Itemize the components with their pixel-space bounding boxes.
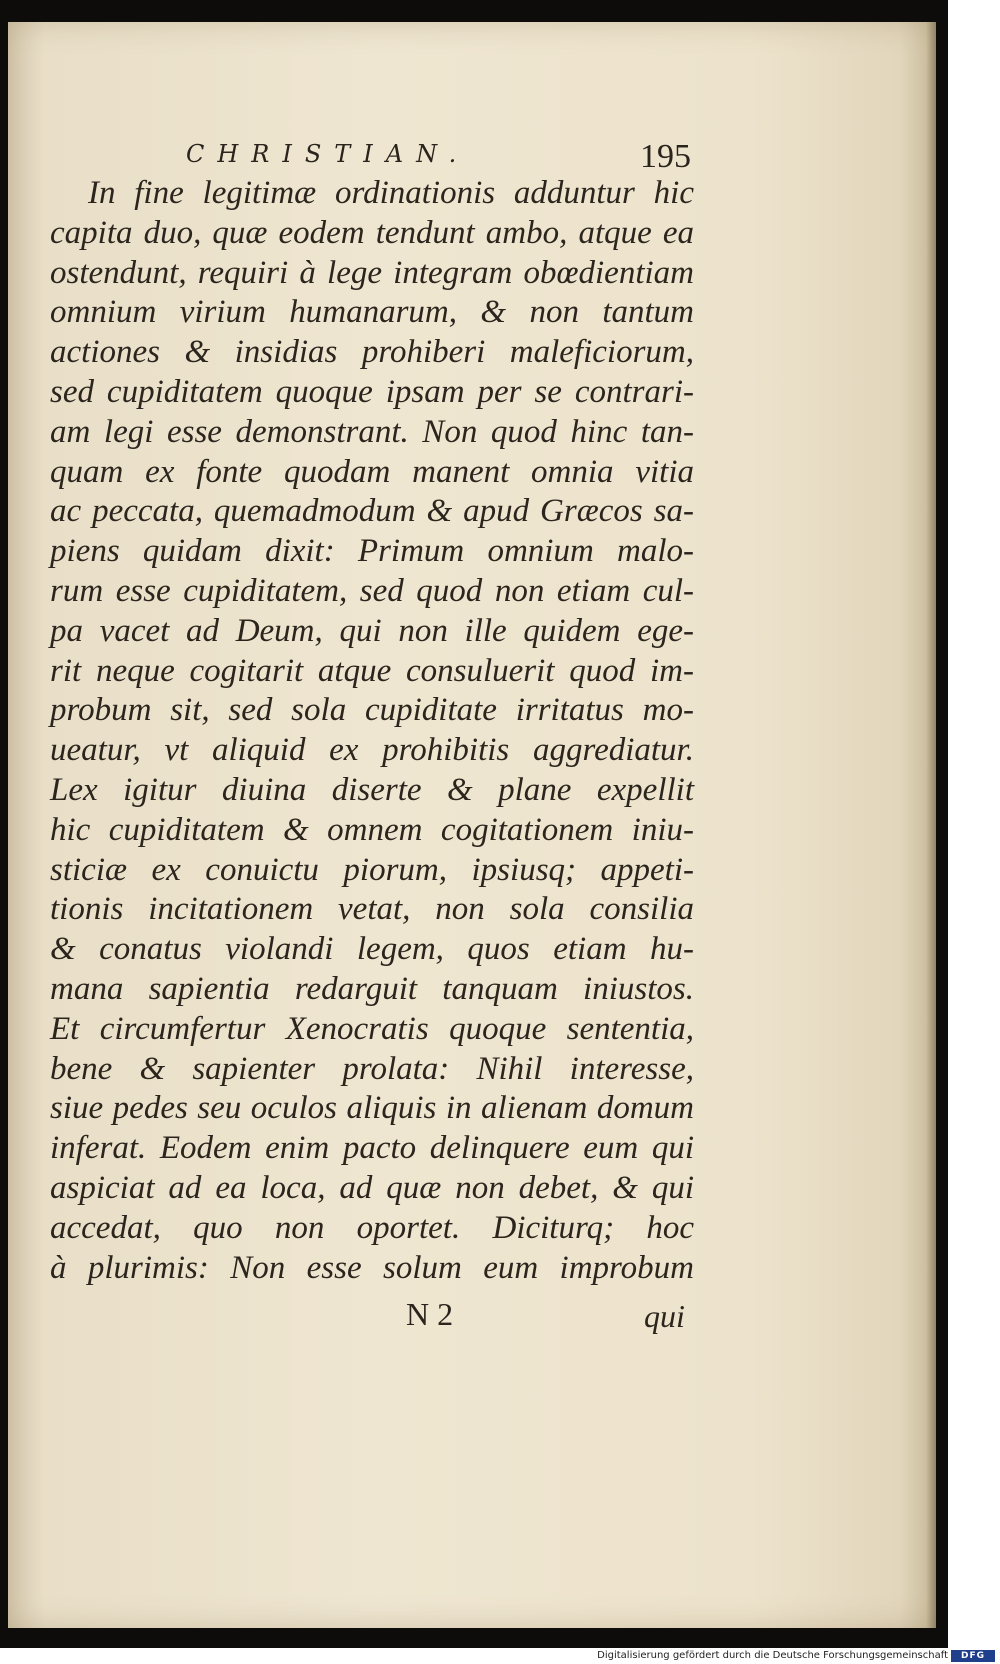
text-line: Et circumfertur Xenocratis quoque sententia,	[50, 1010, 694, 1047]
text-line: quam ex fonte quodam manent omnia vitia	[50, 453, 694, 490]
text-line: siue pedes seu oculos aliquis in alienam domum	[50, 1090, 694, 1127]
text-line: pa vacet ad Deum, qui non ille quidem ege-	[50, 612, 694, 649]
book-page	[8, 22, 936, 1628]
text-line: rit neque cogitarit atque consuluerit quod im-	[50, 652, 694, 689]
body-text	[50, 174, 694, 1288]
text-line: inferat. Eodem enim pacto delinquere eum qui	[50, 1130, 694, 1167]
text-line: ac peccata, quemadmodum & apud Græcos sa-	[50, 493, 694, 530]
text-line: In fine legitimæ ordinationis adduntur hic	[88, 175, 694, 211]
dfg-logo: DFG	[951, 1650, 995, 1662]
signature-mark: N 2	[406, 1296, 454, 1332]
text-line: rum esse cupiditatem, sed quod non etiam cul-	[50, 572, 694, 609]
text-line: & conatus violandi legem, quos etiam hu-	[50, 931, 694, 968]
text-line: piens quidam dixit: Primum omnium malo-	[50, 533, 694, 570]
text-line: mana sapientia redarguit tanquam iniustos.	[50, 970, 694, 1007]
text-line: omnium virium humanarum, & non tantum	[50, 294, 694, 331]
text-line: Lex igitur diuina diserte & plane expellit	[50, 771, 694, 808]
catchword: qui	[644, 1298, 685, 1334]
text-line: sticiæ ex conuictu piorum, ipsiusq; appeti-	[50, 851, 694, 888]
text-line: capita duo, quæ eodem tendunt ambo, atque ea	[50, 214, 694, 251]
text-line: ostendunt, requiri à lege integram obœdientiam	[50, 254, 694, 291]
text-line: sed cupiditatem quoque ipsam per se contrari-	[50, 373, 694, 410]
text-line: ueatur, vt aliquid ex prohibitis aggrediatur.	[50, 732, 694, 769]
text-line: aspiciat ad ea loca, ad quæ non debet, & qui	[50, 1169, 694, 1206]
text-line: actiones & insidias prohiberi maleficiorum,	[50, 334, 694, 371]
text-line: à plurimis: Non esse solum eum improbum	[50, 1249, 694, 1286]
text-line: bene & sapienter prolata: Nihil interesse,	[50, 1050, 694, 1087]
text-line: am legi esse demonstrant. Non quod hinc tan-	[50, 413, 694, 450]
text-line: accedat, quo non oportet. Diciturq; hoc	[50, 1209, 694, 1246]
digitization-credit: Digitalisierung gefördert durch die Deutsche Forschungsgemeinschaft	[597, 1650, 948, 1661]
page-number: 195	[640, 138, 691, 175]
running-head: CHRISTIAN.	[186, 140, 470, 168]
text-line: hic cupiditatem & omnem cogitationem iniu-	[50, 811, 694, 848]
text-line: tionis incitationem vetat, non sola consilia	[50, 891, 694, 928]
text-line: probum sit, sed sola cupiditate irritatus mo-	[50, 692, 694, 729]
